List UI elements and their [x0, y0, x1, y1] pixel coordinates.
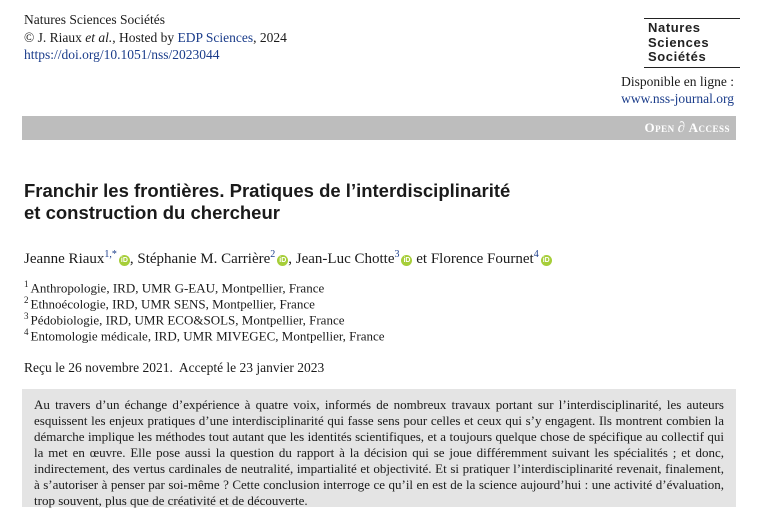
open-access-label	[645, 120, 730, 137]
orcid-icon[interactable]: iD	[279, 257, 287, 264]
journal-name: Natures Sciences Sociétés	[24, 12, 165, 27]
journal-logo	[644, 18, 740, 68]
online-label: Disponible en ligne :	[621, 74, 734, 89]
logo-line-1: Natures	[648, 20, 701, 35]
author-affil-ref[interactable]: 2	[270, 249, 276, 260]
publisher-link[interactable]: EDP Sciences	[177, 30, 254, 45]
author-name: Jeanne Riaux	[24, 251, 105, 267]
copyright-line	[24, 30, 287, 46]
author-separator: ,	[129, 251, 138, 267]
title-line-2: et construction du chercheur	[24, 202, 280, 223]
affiliation-number: 2	[24, 295, 29, 305]
copyright-etal: et al.	[85, 30, 113, 45]
access-word: Access	[688, 120, 730, 135]
logo-line-2: Sciences	[648, 34, 710, 50]
article-title	[24, 180, 724, 224]
author-list	[24, 246, 552, 268]
author-affil-ref[interactable]: 1,*	[104, 249, 117, 260]
received-accepted-dates: Reçu le 26 novembre 2021. Accepté le 23 janvier 2023	[24, 360, 325, 375]
orcid-icon[interactable]: iD	[542, 257, 550, 264]
open-access-icon: ∂	[677, 120, 686, 136]
author-name: Florence Fournet	[430, 251, 534, 267]
open-access-bar	[22, 116, 736, 140]
doi-link[interactable]: https://doi.org/10.1051/nss/2023044	[24, 47, 220, 62]
affiliation-text: Pédobiologie, IRD, UMR ECO&SOLS, Montpellier, France	[30, 312, 345, 328]
open-word: Open	[644, 120, 675, 135]
author-affil-ref[interactable]: 3	[394, 249, 400, 260]
journal-url-link[interactable]: www.nss-journal.org	[621, 91, 734, 106]
affiliation-number: 4	[24, 327, 29, 337]
author-name: Stéphanie M. Carrière	[137, 251, 271, 267]
affiliation-text: Entomologie médicale, IRD, UMR MIVEGEC, Montpellier, France	[30, 328, 385, 344]
logo-line-3: Sociétés	[648, 49, 707, 64]
copyright-hosted: , Hosted by	[112, 30, 178, 45]
copyright-prefix: © J. Riaux	[24, 30, 86, 45]
affiliation-number: 3	[24, 311, 29, 321]
author-separator: ,	[288, 251, 296, 267]
author-affil-ref[interactable]: 4	[533, 249, 539, 260]
abstract-box	[22, 389, 736, 507]
affiliation-text: Anthropologie, IRD, UMR G-EAU, Montpellier, France	[30, 280, 325, 296]
orcid-icon[interactable]: iD	[120, 257, 128, 264]
orcid-icon[interactable]: iD	[403, 257, 411, 264]
affiliation-text: Ethnoécologie, IRD, UMR SENS, Montpellier, France	[30, 296, 315, 312]
author-name: Jean-Luc Chotte	[295, 251, 395, 267]
title-line-1: Franchir les frontières. Pratiques de l’interdisciplinarité	[24, 180, 511, 201]
author-separator: et	[412, 251, 431, 267]
affiliation-item	[24, 324, 385, 344]
affiliation-number: 1	[24, 279, 29, 289]
abstract-text: Au travers d’un échange d’expérience à quatre voix, informés de nombreux travaux portant sur l’interdisciplinarité, les auteurs esquissent les enjeux pratiques d’une interdisciplinarité qui fasse sens pour celles et ceux qui s’y engagent. Ils montrent combien la démarche implique les méthodes tout autant que les identités scientifiques, et a toujours quelque chose de spécifique au collectif qui la met en œuvre. Elle pose aussi la question du rapport à la décision qui se joue différemment suivant les spécialités ; et donc, indirectement, des vertus cardinales de neutralité, impartialité et objectivité. Et si pratiquer l’interdisciplinarité revenait, finalement, à s’autoriser à penser par soi-même ? Cette conclusion interroge ce qu’il en est de la science aujourd’hui : une activité d’évaluation, trop souvent, plus que de créativité et de découverte.	[34, 397, 724, 508]
copyright-year: , 2024	[253, 30, 287, 45]
